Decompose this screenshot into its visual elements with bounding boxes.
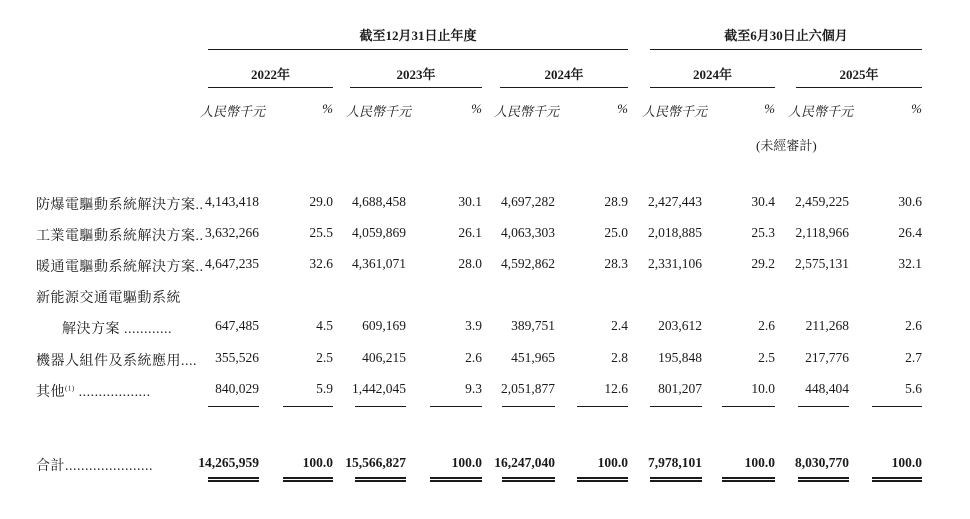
table-cell: 4,697,282: [501, 194, 555, 209]
year-rule-2024: [500, 87, 628, 88]
table-cell: 30.6: [898, 194, 922, 209]
table-cell: 9.3: [465, 381, 482, 396]
table-cell: 2,575,131: [795, 256, 849, 271]
table-cell: 30.1: [458, 194, 482, 209]
total-double-rule: [722, 477, 775, 482]
total-double-rule: [208, 477, 259, 482]
total-double-rule: [872, 477, 922, 482]
total-double-rule: [502, 477, 555, 482]
table-cell: 2.6: [758, 318, 775, 333]
table-cell: 5.9: [316, 381, 333, 396]
year-rule-2022: [208, 87, 333, 88]
table-cell: 2,331,106: [648, 256, 702, 271]
unit-rmb-2023: 人民幣千元: [346, 104, 412, 119]
subtotal-rule: [650, 406, 702, 407]
total-double-rule: [577, 477, 628, 482]
total-double-rule: [283, 477, 333, 482]
total-double-rule: [650, 477, 702, 482]
table-cell: 2.6: [905, 318, 922, 333]
table-cell: 25.3: [751, 225, 775, 240]
table-cell: 840,029: [215, 381, 259, 396]
total-cell: 100.0: [744, 455, 775, 470]
table-cell: 26.4: [898, 225, 922, 240]
subtotal-rule: [872, 406, 922, 407]
table-cell: 355,526: [215, 350, 259, 365]
subtotal-rule: [283, 406, 333, 407]
table-cell: 4,143,418: [205, 194, 259, 209]
table-cell: 211,268: [805, 318, 849, 333]
year-header-2022: 2022年: [250, 67, 290, 82]
footnote-marker: (1): [65, 384, 75, 393]
table-cell: 406,215: [362, 350, 406, 365]
group-rule-interim: [650, 49, 922, 50]
row-label-new-energy: 新能源交通電驅動系統: [36, 291, 181, 306]
unit-pct-2022: %: [322, 101, 333, 116]
unit-rmb-2022: 人民幣千元: [200, 104, 266, 119]
row-label-total: 合計......................: [36, 459, 153, 474]
table-cell: 4,592,862: [501, 256, 555, 271]
total-cell: 100.0: [597, 455, 628, 470]
table-cell: 2,118,966: [795, 225, 849, 240]
total-cell: 14,265,959: [198, 455, 259, 470]
year-rule-2023: [350, 87, 482, 88]
group-rule-annual: [208, 49, 628, 50]
group-header-annual: 截至12月31日止年度: [359, 28, 477, 43]
total-cell: 100.0: [302, 455, 333, 470]
row-label-explosion-proof: 防爆電驅動系統解決方案..: [36, 198, 204, 213]
table-cell: 609,169: [362, 318, 406, 333]
table-cell: 389,751: [511, 318, 555, 333]
subtotal-rule: [577, 406, 628, 407]
table-cell: 12.6: [604, 381, 628, 396]
unit-rmb-2025: 人民幣千元: [788, 104, 854, 119]
table-cell: 4,361,071: [352, 256, 406, 271]
unaudited-note: (未經審計): [756, 138, 817, 153]
table-cell: 4,063,303: [501, 225, 555, 240]
table-cell: 32.1: [898, 256, 922, 271]
unit-pct-2024-interim: %: [764, 101, 775, 116]
year-header-2024-interim: 2024年: [692, 67, 732, 82]
table-cell: 30.4: [751, 194, 775, 209]
total-double-rule: [355, 477, 406, 482]
table-cell: 4,059,869: [352, 225, 406, 240]
subtotal-rule: [430, 406, 482, 407]
unit-rmb-2024: 人民幣千元: [494, 104, 560, 119]
table-cell: 26.1: [458, 225, 482, 240]
table-cell: 2.4: [611, 318, 628, 333]
table-cell: 2.7: [905, 350, 922, 365]
table-cell: 801,207: [658, 381, 702, 396]
table-cell: 10.0: [751, 381, 775, 396]
total-double-rule: [430, 477, 482, 482]
table-cell: 29.0: [309, 194, 333, 209]
subtotal-rule: [722, 406, 775, 407]
row-label-robotics: 機器人組件及系統應用....: [36, 354, 197, 369]
table-cell: 195,848: [658, 350, 702, 365]
subtotal-rule: [798, 406, 849, 407]
subtotal-rule: [208, 406, 259, 407]
total-cell: 100.0: [891, 455, 922, 470]
year-rule-2024-interim: [650, 87, 775, 88]
total-cell: 8,030,770: [795, 455, 849, 470]
table-cell: 2,427,443: [648, 194, 702, 209]
table-cell: 2.5: [758, 350, 775, 365]
group-header-interim: 截至6月30日止六個月: [724, 28, 848, 43]
table-cell: 4,647,235: [205, 256, 259, 271]
table-cell: 3.9: [465, 318, 482, 333]
table-cell: 3,632,266: [205, 225, 259, 240]
table-cell: 203,612: [658, 318, 702, 333]
row-label-hvac: 暖通電驅動系統解決方案..: [36, 260, 204, 275]
table-cell: 217,776: [805, 350, 849, 365]
year-header-2024: 2024年: [544, 67, 584, 82]
table-cell: 29.2: [751, 256, 775, 271]
table-cell: 448,404: [805, 381, 849, 396]
total-cell: 16,247,040: [494, 455, 555, 470]
row-label-new-energy-cont: 解決方案 ............: [62, 322, 172, 337]
subtotal-rule: [502, 406, 555, 407]
total-double-rule: [798, 477, 849, 482]
table-cell: 451,965: [511, 350, 555, 365]
table-cell: 4,688,458: [352, 194, 406, 209]
year-rule-2025: [796, 87, 922, 88]
table-cell: 28.9: [604, 194, 628, 209]
row-label-industrial: 工業電驅動系統解決方案..: [36, 229, 204, 244]
table-cell: 2.5: [316, 350, 333, 365]
year-header-2023: 2023年: [396, 67, 436, 82]
total-cell: 7,978,101: [648, 455, 702, 470]
row-label-others: 其他$^{(1)}$ ..................: [36, 384, 151, 400]
table-cell: 2.6: [465, 350, 482, 365]
unit-pct-2024: %: [617, 101, 628, 116]
year-header-2025: 2025年: [839, 67, 879, 82]
table-cell: 647,485: [215, 318, 259, 333]
table-cell: 2,459,225: [795, 194, 849, 209]
table-cell: 2.8: [611, 350, 628, 365]
subtotal-rule: [355, 406, 406, 407]
table-cell: 4.5: [316, 318, 333, 333]
table-cell: 32.6: [309, 256, 333, 271]
unit-pct-2023: %: [471, 101, 482, 116]
table-cell: 28.0: [458, 256, 482, 271]
total-cell: 100.0: [451, 455, 482, 470]
table-cell: 1,442,045: [352, 381, 406, 396]
table-cell: 25.5: [309, 225, 333, 240]
total-cell: 15,566,827: [345, 455, 406, 470]
table-cell: 28.3: [604, 256, 628, 271]
unit-rmb-2024-interim: 人民幣千元: [642, 104, 708, 119]
table-cell: 2,051,877: [501, 381, 555, 396]
unit-pct-2025: %: [911, 101, 922, 116]
table-cell: 5.6: [905, 381, 922, 396]
table-cell: 25.0: [604, 225, 628, 240]
table-cell: 2,018,885: [648, 225, 702, 240]
